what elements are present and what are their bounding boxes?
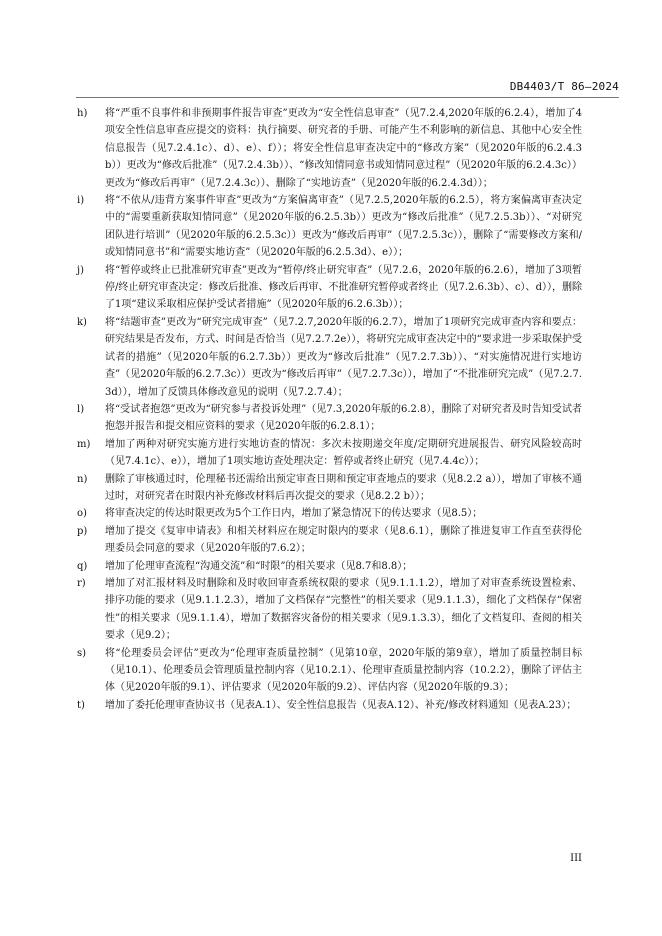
document-code: DB4403/T 86—2024 [509, 80, 619, 93]
item-text: 删除了审核通过时，伦理秘书还需给出预定审查日期和预定审查地点的要求（见8.2.2 a）），增加了审核不通过时，对研究者在时限内补充修改材料后再次提交的要求（见8.2.2 b））； [105, 473, 582, 502]
item-text: 增加了伦理审查流程“沟通交流”和“时限”的相关要求（见8.7和8.8）； [105, 560, 413, 572]
item-text: 增加了提交《复审申请表》和相关材料应在规定时限内的要求（见8.6.1），删除了推进复审工作直至获得伦理委员会同意的要求（见2020年版的7.6.2）； [105, 525, 582, 555]
item-marker: r) [77, 577, 86, 589]
item-marker: h) [77, 108, 88, 119]
item-marker: q) [77, 560, 88, 572]
item-marker: n) [77, 473, 88, 485]
item-marker: i) [77, 195, 85, 207]
list-item-r [77, 575, 582, 645]
item-text: 将“暂停或终止已批准研究审查”更改为“暂停/终止研究审查”（见7.2.6，2020年版的6.2.6），增加了3项暂停/终止研究审查决定：修改后批准、修改后再审、不批准研究暂停或者终止（见7.2.6.3b）、c）、d）），删除了1项“建议采取相应保护受试者措施”（见2020年版的6.2.6.3b））； [105, 264, 582, 311]
list-item-h [77, 105, 582, 192]
list-item-n [77, 471, 582, 506]
item-marker: l) [77, 403, 85, 415]
page-number: III [570, 853, 582, 864]
list-item-q [77, 558, 582, 575]
item-text: 将审查决定的传达时限更改为5个工作日内，增加了紧急情况下的传达要求（见8.5）； [105, 508, 483, 520]
item-text: 将“受试者抱怨”更改为“研究参与者投诉处理”（见7.3,2020年版的6.2.8），删除了对研究者及时告知受试者抱怨并报告和提交相应资料的要求（见2020年版的6.2.8.1）； [105, 403, 582, 433]
list-item-m [77, 436, 582, 471]
item-text: 将“结题审查”更改为“研究完成审查”（见7.2.7,2020年版的6.2.7），增加了1项研究完成审查内容和要点：研究结果是否发布，方式、时间是否恰当（见7.2.7.2e）），将研究完成审查决定中的“要求进一步采取保护受试者的措施”（见2020年版的6.2.7.3b））更改为“修改后批准”（见7.2.7.3b））、“对实施情况进行实地访查”（见2020年版的6.2.7.3c））更改为“修改后再审”（见7.2.7.3c）），增加了“不批准研究完成”（见7.2.7.3d）），增加了反馈具体修改意见的说明（见7.2.7.4）； [105, 316, 582, 398]
item-text: 增加了两种对研究实施方进行实地访查的情况：多次未按期递交年度/定期研究进展报告、研究风险较高时（见7.4.1c）、e）），增加了1项实地访查处理决定：暂停或者终止研究（见7.4.4c））； [105, 438, 582, 468]
item-marker: j) [77, 264, 85, 276]
item-text: 将“不依从/违背方案事件审查”更改为“方案偏离审查”（见7.2.5,2020年版的6.2.5），将方案偏离审查决定中的“需要重新获取知情同意”（见2020年版的6.2.5.3b））更改为“修改后批准”（见7.2.5.3b））、“对研究团队进行培训”（见2020年版的6.2.5.3c））更改为“修改后再审”（见7.2.5.3c）），删除了“需要修改方案和/或知情同意书”和“需要实地访查”（见2020年版的6.2.5.3d）、e））； [105, 195, 582, 259]
list-item-l [77, 401, 582, 436]
item-text: 增加了委托伦理审查协议书（见表A.1）、安全性信息报告（见表A.12）、补充/修改材料通知（见表A.23）； [105, 699, 577, 711]
list-item-i [77, 192, 582, 262]
list-item-k [77, 314, 582, 401]
item-marker: k) [77, 316, 87, 328]
item-text: 增加了对汇报材料及时删除和及时收回审查系统权限的要求（见9.1.1.1.2），增加了对审查系统设置检索、排序功能的要求（见9.1.1.2.3），增加了文档保存“完整性”的相关要求（见9.1.1.3），细化了文档保存“保密性”的相关要求（见9.1.1.4），增加了数据容灾备份的相关要求（见9.1.3.3），细化了文档复印、查阅的相关要求（见9.2）； [105, 577, 582, 642]
item-marker: t) [77, 699, 85, 711]
item-text: 将“伦理委员会评估”更改为“伦理审查质量控制”（见第10章，2020年版的第9章），增加了质量控制目标（见10.1）、伦理委员会管理质量控制内容（见10.2.1）、伦理审查质量控制内容（10.2.2），删除了评估主体（见2020年版的9.1）、评估要求（见2020年版的9.2）、评估内容（见2020年版的9.3）； [105, 647, 582, 694]
list-item-j [77, 262, 582, 314]
item-marker: m) [77, 438, 91, 450]
item-marker: p) [77, 525, 88, 537]
list-item-o [77, 505, 582, 522]
list-item-t [77, 697, 582, 714]
list-item-s [77, 645, 582, 697]
item-marker: o) [77, 508, 87, 520]
list-item-p [77, 523, 582, 558]
item-marker: s) [77, 647, 87, 659]
item-text: 将“严重不良事件和非预期事件报告审查”更改为“安全性信息审查”（见7.2.4,2020年版的6.2.4），增加了4项安全性信息审查应提交的资料：执行摘要、研究者的手册、可能产生不利影响的新信息、其他中心安全性信息报告（见7.2.4.1c）、d）、e）、f））；将安全性信息审查决定中的“修改方案”（见2020年版的6.2.4.3b））更改为“修改后批准”（见7.2.4.3b））、“修改知情同意书或知情同意过程”（见2020年版的6.2.4.3c））更改为“修改后再审”（见7.2.4.3c））、删除了“实地访查”（见2020年版的6.2.4.3d））； [105, 108, 582, 189]
change-list [77, 105, 582, 714]
header-divider [76, 97, 619, 98]
